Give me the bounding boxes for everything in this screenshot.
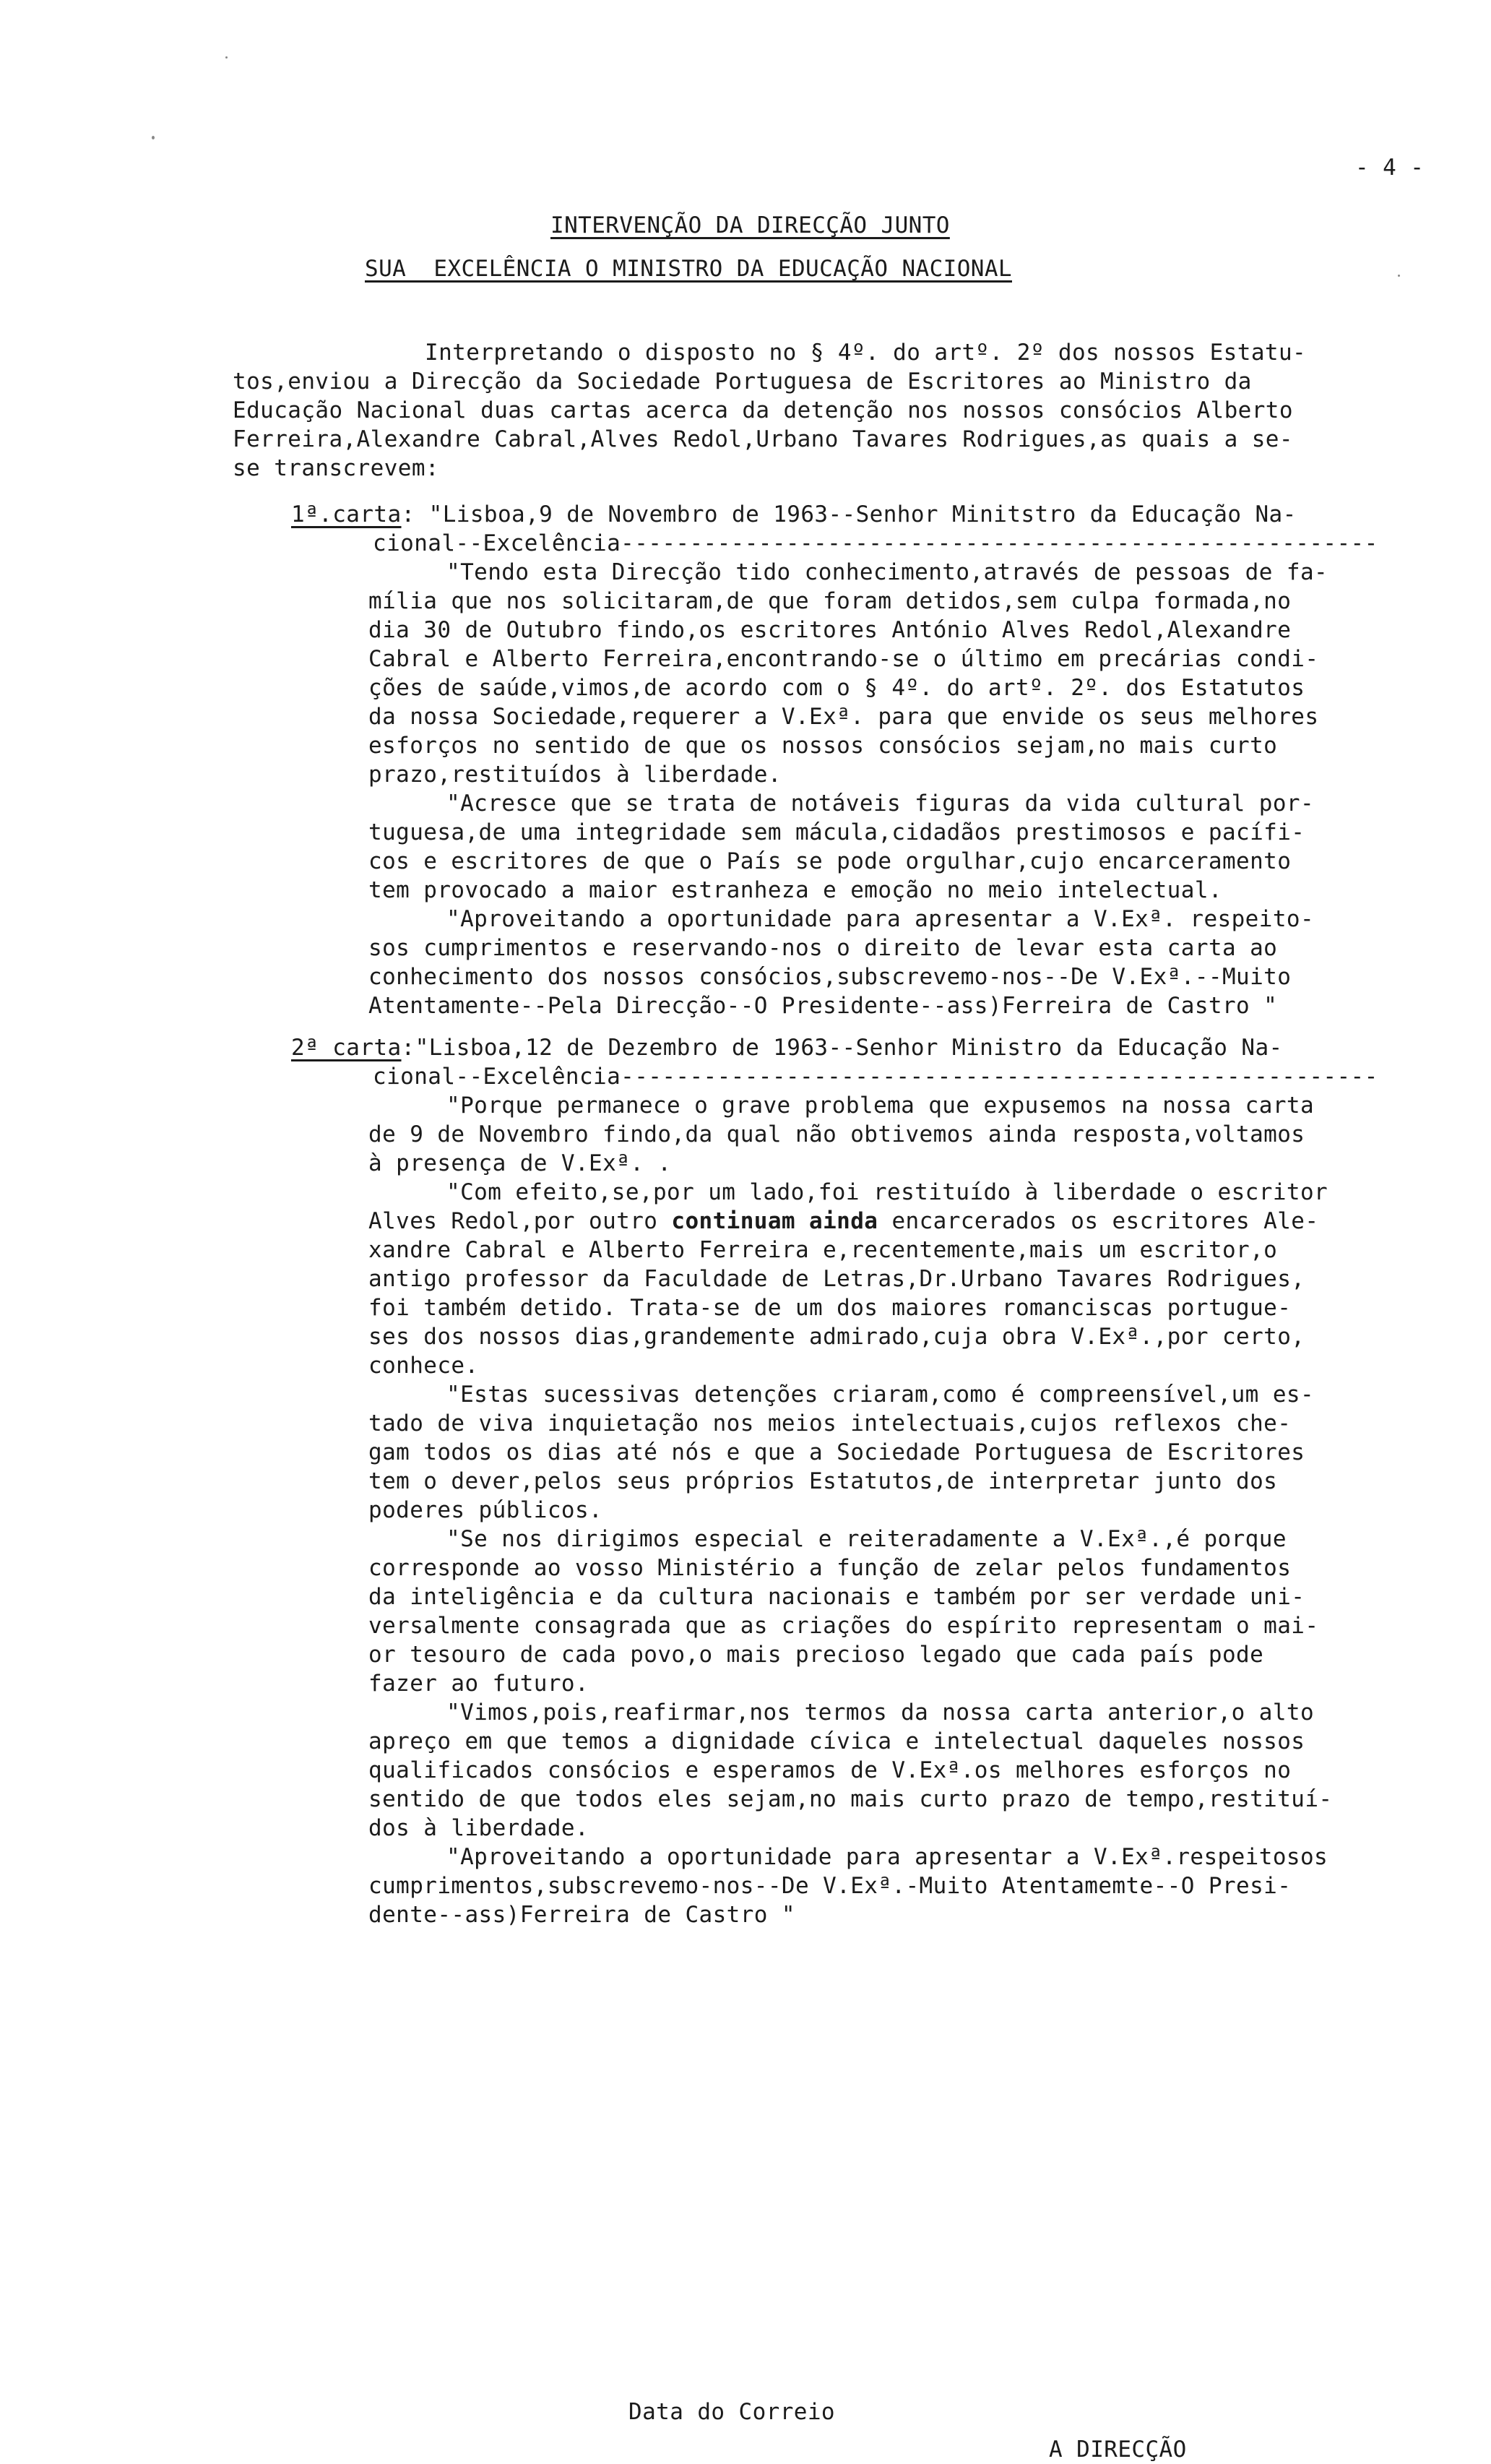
document-title: INTERVENÇÃO DA DIRECÇÃO JUNTO (550, 212, 950, 238)
letter2-line: dos à liberdade. (368, 1815, 589, 1841)
letter2-line: or tesouro de cada povo,o mais precioso legado que cada país pode (368, 1642, 1264, 1668)
signature: A DIRECÇÃO (1049, 2437, 1187, 2463)
letter1-line: "Tendo esta Direcção tido conhecimento,através de pessoas de fa- (446, 559, 1328, 585)
letter2-line: versalmente consagrada que as criações do espírito representam o mai- (368, 1613, 1319, 1639)
intro-line: tos,enviou a Direcção da Sociedade Portuguesa de Escritores ao Ministro da (233, 369, 1252, 395)
letter1-heading-text: : "Lisboa,9 de Novembro de 1963--Senhor Minitstro da Educação Na- (401, 501, 1297, 527)
letter2-line: gam todos os dias até nós e que a Sociedade Portuguesa de Escritores (368, 1439, 1305, 1465)
letter2-line: apreço em que temos a dignidade cívica e intelectual daqueles nossos (368, 1728, 1305, 1754)
letter2-line: fazer ao futuro. (368, 1671, 589, 1697)
letter1-line: esforços no sentido de que os nossos consócios sejam,no mais curto (368, 733, 1278, 759)
letter2-label: 2ª carta (291, 1035, 402, 1061)
letter2-line: Alves Redol,por outro continuam ainda encarcerados os escritores Ale- (368, 1208, 1319, 1234)
scan-speck (225, 56, 228, 59)
letter1-heading (291, 500, 1297, 529)
letter1-line: "Acresce que se trata de notáveis figuras da vida cultural por- (446, 791, 1315, 817)
intro-line: Interpretando o disposto no § 4º. do artº. 2º dos nossos Estatu- (425, 340, 1307, 366)
letter2-line: à presença de V.Exª. . (368, 1150, 672, 1176)
letter1-line: da nossa Sociedade,requerer a V.Exª. para que envide os seus melhores (368, 704, 1319, 730)
letter2-line: poderes públicos. (368, 1497, 603, 1523)
letter2-line: "Porque permanece o grave problema que expusemos na nossa carta (446, 1093, 1315, 1119)
letter2-line: "Aproveitando a oportunidade para apresentar a V.Exª.respeitosos (446, 1844, 1328, 1870)
letter2-line: "Estas sucessivas detenções criaram,como é compreensível,um es- (446, 1382, 1315, 1408)
letter2-line: qualificados consócios e esperamos de V.Exª.os melhores esforços no (368, 1757, 1292, 1783)
letter2-line: "Com efeito,se,por um lado,foi restituído à liberdade o escritor (446, 1179, 1328, 1205)
letter1-line: tuguesa,de uma integridade sem mácula,cidadãos prestimosos e pacífi- (368, 819, 1305, 845)
letter1-line: Atentamente--Pela Direcção--O Presidente--ass)Ferreira de Castro " (368, 993, 1278, 1019)
letter2-line: "Vimos,pois,reafirmar,nos termos da nossa carta anterior,o alto (446, 1700, 1315, 1726)
letter2-line: corresponde ao vosso Ministério a função de zelar pelos fundamentos (368, 1555, 1292, 1581)
letter2-line: conhece. (368, 1353, 479, 1379)
letter1-line: tem provocado a maior estranheza e emoção no meio intelectual. (368, 877, 1222, 903)
scan-speck (1398, 275, 1400, 277)
intro-line: Ferreira,Alexandre Cabral,Alves Redol,Urbano Tavares Rodrigues,as quais a se- (233, 426, 1293, 452)
letter1-line: Cabral e Alberto Ferreira,encontrando-se o último em precárias condi- (368, 646, 1319, 672)
overtyped-word: continuam ainda (671, 1208, 878, 1234)
letter2-line: ses dos nossos dias,grandemente admirado,cuja obra V.Exª.,por certo, (368, 1324, 1305, 1350)
closing-date: Data do Correio (628, 2399, 835, 2425)
letter2-heading-text: :"Lisboa,12 de Dezembro de 1963--Senhor Ministro da Educação Na- (401, 1035, 1283, 1061)
letter2-line: tado de viva inquietação nos meios intelectuais,cujos reflexos che- (368, 1410, 1292, 1436)
letter2-line: de 9 de Novembro findo,da qual não obtivemos ainda resposta,voltamos (368, 1121, 1305, 1147)
letter1-line: dia 30 de Outubro findo,os escritores António Alves Redol,Alexandre (368, 617, 1292, 643)
letter2-line: cumprimentos,subscrevemo-nos--De V.Exª.-Muito Atentamemte--O Presi- (368, 1873, 1292, 1899)
letter2-line: "Se nos dirigimos especial e reiteradamente a V.Exª.,é porque (446, 1526, 1287, 1552)
letter2-line: foi também detido. Trata-se de um dos maiores romanciscas portugue- (368, 1295, 1292, 1321)
intro-line: se transcrevem: (233, 455, 439, 481)
letter1-line: ções de saúde,vimos,de acordo com o § 4º. do artº. 2º. dos Estatutos (368, 675, 1305, 701)
page-number: - 4 - (1355, 155, 1425, 181)
scan-speck (152, 136, 155, 139)
letter2-line: xandre Cabral e Alberto Ferreira e,recentemente,mais um escritor,o (368, 1237, 1278, 1263)
letter1-line: prazo,restituídos à liberdade. (368, 762, 782, 788)
letter1-label: 1ª.carta (291, 501, 402, 527)
letter2-line: da inteligência e da cultura nacionais e também por ser verdade uni- (368, 1584, 1305, 1610)
letter2-heading-cont: cional--Excelência------------------------------------------------------- (373, 1064, 1378, 1090)
letter2-line: sentido de que todos eles sejam,no mais curto prazo de tempo,restituí- (368, 1786, 1333, 1812)
letter2-line: antigo professor da Faculdade de Letras,Dr.Urbano Tavares Rodrigues, (368, 1266, 1305, 1292)
letter2-line: dente--ass)Ferreira de Castro " (368, 1902, 795, 1928)
letter2-line: tem o dever,pelos seus próprios Estatutos,de interpretar junto dos (368, 1468, 1278, 1494)
letter1-line: cos e escritores de que o País se pode orgulhar,cujo encarceramento (368, 848, 1292, 874)
letter1-line: mília que nos solicitaram,de que foram detidos,sem culpa formada,no (368, 588, 1292, 614)
intro-line: Educação Nacional duas cartas acerca da detenção nos nossos consócios Alberto (233, 397, 1293, 423)
letter1-line: conhecimento dos nossos consócios,subscrevemo-nos--De V.Exª.--Muito (368, 964, 1292, 990)
letter1-line: sos cumprimentos e reservando-nos o direito de levar esta carta ao (368, 935, 1278, 961)
letter1-heading-cont: cional--Excelência------------------------------------------------------- (373, 530, 1378, 556)
letter1-line: "Aproveitando a oportunidade para apresentar a V.Exª. respeito- (446, 906, 1315, 932)
document-subtitle: SUA EXCELÊNCIA O MINISTRO DA EDUCAÇÃO NACIONAL (365, 256, 1012, 282)
letter2-heading (291, 1033, 1283, 1062)
